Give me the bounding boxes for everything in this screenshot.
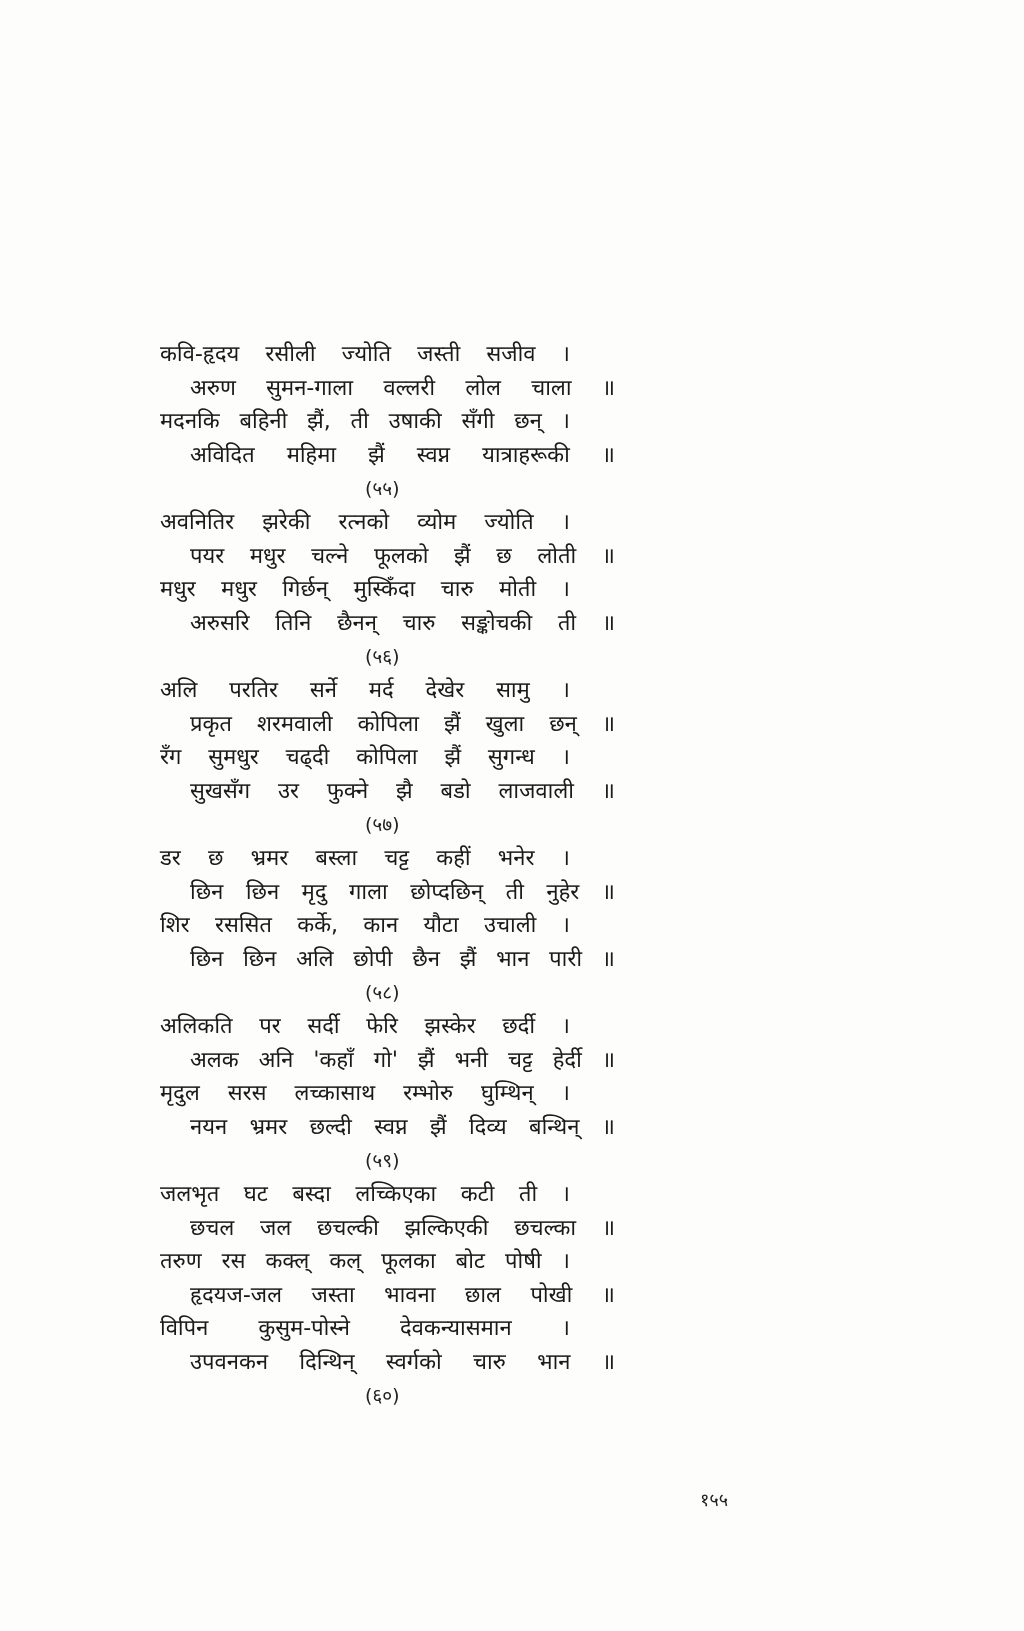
- verse-line: प्रकृत शरमवाली कोपिला झैं खुला छन् ॥: [190, 711, 615, 737]
- stanza-57: [160, 674, 630, 842]
- stanza-number: (६०): [365, 1385, 400, 1407]
- stanza-59: [160, 1010, 630, 1178]
- stanza-number: (५६): [365, 646, 400, 668]
- stanza-number: (५५): [365, 478, 400, 500]
- verse-line: पयर मधुर चल्ने फूलको झैं छ लोती ॥: [190, 543, 615, 569]
- verse-line: अरुसरि तिनि छैनन् चारु सङ्कोचकी ती ॥: [190, 610, 615, 636]
- verse-line: मदनकि बहिनी झैं, ती उषाकी सँगी छन् ।: [160, 409, 570, 434]
- verse-line: उपवनकन दिन्थिन् स्वर्गको चारु भान ॥: [190, 1349, 615, 1375]
- stanza-number: (५९): [365, 1150, 400, 1172]
- page-number: १५५: [700, 1490, 729, 1511]
- verse-line: अरुण सुमन-गाला वल्लरी लोल चाला ॥: [190, 375, 615, 401]
- verse-line: रँग सुमधुर चढ्दी कोपिला झैं सुगन्ध ।: [160, 745, 570, 770]
- verse-line: छिन छिन अलि छोपी छैन झैं भान पारी ॥: [190, 946, 615, 972]
- verse-line: हृदयज-जल जस्ता भावना छाल पोखी ॥: [190, 1282, 615, 1308]
- verse-line: छिन छिन मृदु गाला छोप्दछिन् ती नुहेर ॥: [190, 879, 615, 905]
- verse-line: विपिन कुसुम-पोस्ने देवकन्यासमान ।: [160, 1316, 570, 1341]
- verse-line: डर छ भ्रमर बस्ला चट्ट कहीं भनेर ।: [160, 846, 570, 871]
- verse-line: छचल जल छचल्की झल्किएकी छचल्का ॥: [190, 1215, 615, 1241]
- verse-line: कवि-हृदय रसीली ज्योति जस्ती सजीव ।: [160, 342, 570, 367]
- stanza-number: (५८): [365, 982, 400, 1004]
- poem-body: [160, 338, 630, 1413]
- stanza-55: [160, 338, 630, 506]
- verse-line: मृदुल सरस लच्कासाथ रम्भोरु घुम्थिन् ।: [160, 1081, 570, 1106]
- stanza-58: [160, 842, 630, 1010]
- verse-line: सुखसँग उर फुक्ने झै बडो लाजवाली ॥: [190, 778, 615, 804]
- verse-line: जलभृत घट बस्दा लच्किएका कटी ती ।: [160, 1182, 570, 1207]
- verse-line: अवनितिर झरेकी रत्नको व्योम ज्योति ।: [160, 510, 570, 535]
- verse-line: तरुण रस कक्ल् कल् फूलका बोट पोषी ।: [160, 1249, 570, 1274]
- stanza-56: [160, 506, 630, 674]
- verse-line: अलिकति पर सर्दी फेरि झस्केर छर्दी ।: [160, 1014, 570, 1039]
- verse-line: मधुर मधुर गिर्छन् मुस्किँदा चारु मोती ।: [160, 577, 570, 602]
- verse-line: शिर रससित कर्के, कान यौटा उचाली ।: [160, 913, 570, 938]
- stanza-60: [160, 1178, 630, 1413]
- stanza-number: (५७): [365, 814, 400, 836]
- verse-line: अलक अनि 'कहाँ गो' झैं भनी चट्ट हेर्दी ॥: [190, 1047, 615, 1073]
- verse-line: अलि परतिर सर्ने मर्द देखेर सामु ।: [160, 678, 570, 703]
- verse-line: नयन भ्रमर छल्दी स्वप्न झैं दिव्य बन्थिन् ॥: [190, 1114, 615, 1140]
- verse-line: अविदित महिमा झैं स्वप्न यात्राहरूकी ॥: [190, 442, 615, 468]
